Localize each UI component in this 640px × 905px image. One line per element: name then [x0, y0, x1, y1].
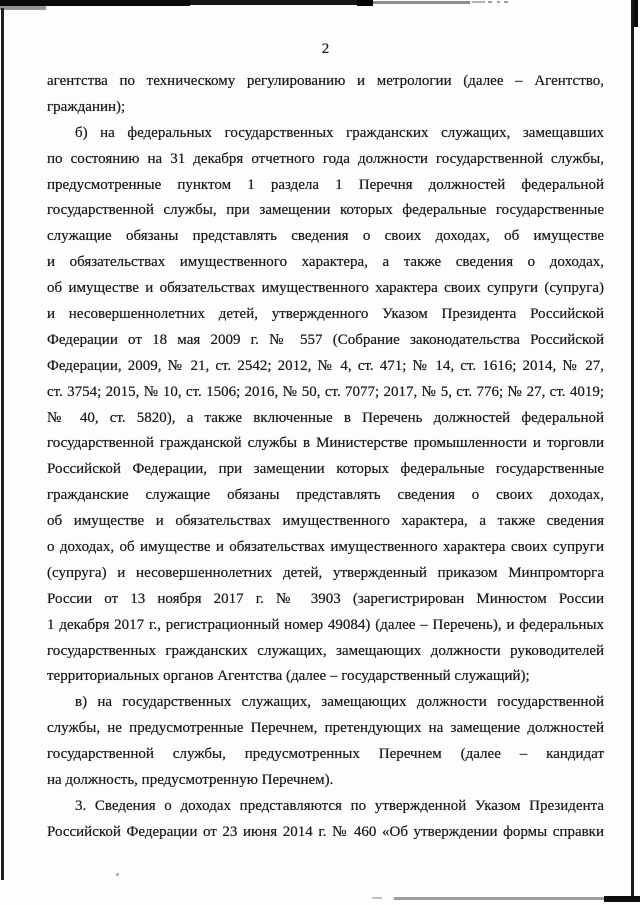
text-line: по состоянию на 31 декабря отчетного года должности государственной службы,: [47, 150, 604, 167]
text-line: Российской Федерации от 23 июня 2014 г. № 460 «Об утверждении формы справки: [47, 823, 604, 840]
text-line: 3. Сведения о доходах представляются по утвержденной Указом Президента: [75, 797, 604, 814]
text-line: гражданские служащие обязаны представлять сведения о своих доходах,: [47, 487, 604, 504]
scan-speck: [488, 1, 492, 3]
scan-edge-top-left-gray: [0, 6, 46, 10]
scan-edge-top-bar: [190, 0, 357, 5]
text-line: и несовершеннолетних детей, утвержденного Указом Президента Российской: [47, 306, 604, 323]
paragraph: [47, 690, 604, 794]
text-line: об имуществе и обязательствах имущественного характера своих супруги (супруга): [47, 280, 604, 297]
paragraph: [47, 69, 604, 121]
text-line: предусмотренные пунктом 1 раздела 1 Перечня должностей федеральной: [47, 176, 604, 193]
text-line: служащие обязаны представлять сведения о своих доходах, об имуществе: [47, 228, 604, 245]
text-line: Федерации от 18 мая 2009 г. № 557 (Собрание законодательства Российской: [47, 331, 604, 348]
text-line: Российской Федерации, при замещении которых федеральные государственные: [47, 461, 604, 478]
scan-edge-top-fade: [373, 1, 470, 4]
scan-edge-bottom-line: [394, 897, 634, 900]
scan-edge-top-fade: [472, 1, 485, 3]
text-line: б) на федеральных государственных гражданских служащих, замещавших: [75, 124, 604, 141]
text-line: России от 13 ноября 2017 г. № 3903 (зарегистрирован Минюстом России: [47, 590, 604, 607]
text-line: Федерации, 2009, № 21, ст. 2542; 2012, № 4, ст. 471; № 14, ст. 1616; 2014, № 27,: [47, 357, 604, 374]
paragraph: [47, 121, 604, 691]
text-line: агентства по техническому регулированию и метрологии (далее – Агентство,: [47, 73, 604, 89]
text-line: (супруга) и несовершеннолетних детей, утвержденный приказом Минпромторга: [47, 564, 604, 581]
scan-edge-top-bar: [357, 0, 373, 6]
text-line: № 40, ст. 5820), а также включенные в Перечень должностей федеральной: [47, 409, 604, 426]
text-line: государственной службы, предусмотренных Перечнем (далее – кандидат: [47, 746, 604, 763]
text-line: и обязательствах имущественного характера, а также сведения о доходах,: [47, 254, 604, 271]
text-line: ст. 3754; 2015, № 10, ст. 1506; 2016, № 50, ст. 7077; 2017, № 5, ст. 776; № 27, ст. 4019;: [47, 383, 604, 400]
page-number: 2: [321, 41, 330, 57]
text-line: государственной службы, при замещении которых федеральные государственные: [47, 202, 604, 219]
text-line: территориальных органов Агентства (далее – государственный служащий);: [47, 668, 530, 685]
text-line: об имуществе и обязательствах имущественного характера, а также сведения: [47, 513, 604, 530]
text-line: гражданин);: [47, 98, 126, 115]
scan-edge-right-corner: [634, 0, 638, 27]
document-body: [47, 69, 604, 846]
scan-speck: [497, 1, 500, 3]
text-line: на должность, предусмотренную Перечнем).: [47, 772, 334, 789]
text-line: службы, не предусмотренные Перечнем, претендующих на замещение должностей: [47, 720, 604, 737]
scan-edge-right-line: [631, 0, 634, 900]
text-line: государственных гражданских служащих, замещающих должности руководителей: [47, 642, 604, 659]
paragraph: [47, 794, 604, 846]
scan-edge-left-line: [1, 8, 4, 880]
scan-edge-bottom-dark: [604, 896, 640, 902]
text-line: 1 декабря 2017 г., регистрационный номер 49084) (далее – Перечень), и федеральных: [47, 616, 604, 633]
text-line: в) на государственных служащих, замещающих должности государственной: [75, 694, 604, 711]
document-page: [47, 36, 604, 846]
scan-speck: [504, 1, 508, 3]
scan-edge-bottom-dash: [372, 897, 382, 899]
scan-speck: [116, 873, 119, 876]
text-line: о доходах, об имуществе и обязательствах имущественного характера своих супруги: [47, 539, 604, 556]
text-line: государственной гражданской службы в Министерстве промышленности и торговли: [47, 435, 604, 452]
